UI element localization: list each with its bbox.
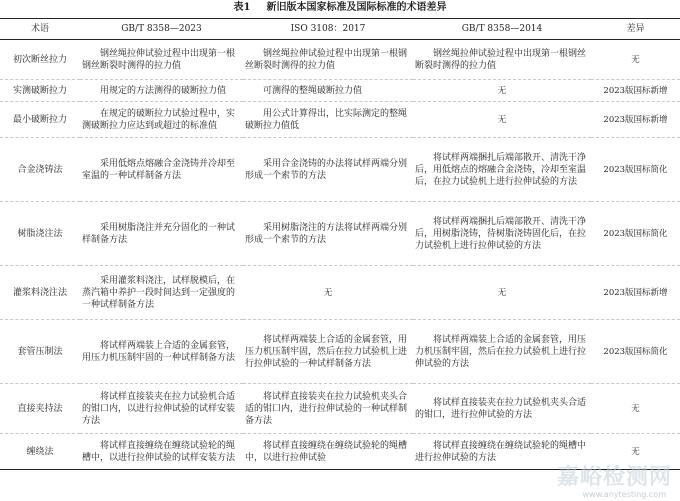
gb2023-cell: 采用低熔点熔融合金浇铸并冷却至室温的一种试样制备方法	[80, 138, 243, 202]
diff-cell: 2023版国标新增	[591, 80, 680, 102]
gb2023-cell: 用规定的方法测得的破断拉力值	[80, 80, 243, 102]
header-gb2023: GB/T 8358—2023	[80, 19, 243, 40]
diff-cell: 无	[591, 40, 680, 80]
header-gb2014: GB/T 8358—2014	[413, 19, 591, 40]
table-row	[0, 320, 680, 384]
diff-cell: 2023版国标新增	[591, 266, 680, 320]
term-cell: 灌浆料浇注法	[0, 266, 80, 320]
term-cell: 树脂浇注法	[0, 202, 80, 266]
gb2014-cell: 将试样两端捆扎后端部散开、清洗干净后，用低熔点的熔融合金浇铸，冷却至室温后，在拉力试验机上进行拉伸试验的方法	[413, 138, 591, 202]
table-row	[0, 40, 680, 80]
term-cell: 缠绕法	[0, 434, 80, 470]
term-cell: 合金浇铸法	[0, 138, 80, 202]
header-term: 术语	[0, 19, 80, 40]
gb2023-cell: 在规定的破断拉力试验过程中，实测破断拉力应达到或超过的标准值	[80, 102, 243, 138]
header-diff: 差异	[591, 19, 680, 40]
diff-cell: 无	[591, 384, 680, 434]
diff-cell: 2023版国标简化	[591, 202, 680, 266]
iso-cell: 将试样两端装上合适的金属套管，用压力机压制牢固，然后在拉力试验机上进行拉伸试验的一种试样制备方法	[243, 320, 413, 384]
table-row	[0, 80, 680, 102]
table-title: 新旧版本国家标准及国际标准的术语差异	[266, 2, 447, 13]
diff-cell: 无	[591, 434, 680, 470]
term-cell: 直接夹持法	[0, 384, 80, 434]
table-row	[0, 202, 680, 266]
term-cell: 初次断丝拉力	[0, 40, 80, 80]
gb2014-cell: 无	[413, 80, 591, 102]
table-row	[0, 266, 680, 320]
iso-cell: 可测得的整绳破断拉力值	[243, 80, 413, 102]
iso-cell: 无	[243, 266, 413, 320]
iso-cell: 钢丝绳拉伸试验过程中出现第一根钢丝断裂时测得的拉力值	[243, 40, 413, 80]
table-number: 表1	[233, 2, 251, 13]
table-caption	[0, 0, 680, 16]
terms-table	[0, 18, 680, 470]
watermark-url: www.anytesting.com	[582, 490, 666, 499]
gb2014-cell: 无	[413, 266, 591, 320]
header-iso: ISO 3108：2017	[243, 19, 413, 40]
table-row	[0, 434, 680, 470]
table-row	[0, 102, 680, 138]
gb2023-cell: 将试样直接缠绕在缠绕试验轮的绳槽中，以进行拉伸试验的试样安装方法	[80, 434, 243, 470]
gb2014-cell: 将试样直接装夹在拉力试验机夹头合适的钳口，进行拉伸试验的方法	[413, 384, 591, 434]
gb2023-cell: 采用灌浆料浇注，试样脱模后，在蒸汽箱中养护一段时间达到一定强度的一种试样制备方法	[80, 266, 243, 320]
iso-cell: 将试样直接装夹在拉力试验机夹头合适的钳口内，进行拉伸试验的一种试样制备方法	[243, 384, 413, 434]
iso-cell: 采用合金浇铸的办法将试样两端分别形成一个索节的方法	[243, 138, 413, 202]
table-row	[0, 384, 680, 434]
gb2014-cell: 将试样直接缠绕在缠绕试验轮的绳槽中进行拉伸试验的方法	[413, 434, 591, 470]
gb2023-cell: 采用树脂浇注并充分固化的一种试样制备方法	[80, 202, 243, 266]
gb2023-cell: 将试样两端装上合适的金属套管，用压力机压制牢固的一种试样制备方法	[80, 320, 243, 384]
watermark-logo: 嘉峪检测网	[556, 465, 672, 490]
gb2023-cell: 钢丝绳拉伸试验过程中出现第一根钢丝断裂时测得的拉力值	[80, 40, 243, 80]
term-cell: 最小破断拉力	[0, 102, 80, 138]
term-cell: 实测破断拉力	[0, 80, 80, 102]
iso-cell: 用公式计算得出，比实际测定的整绳破断拉力值低	[243, 102, 413, 138]
table-row	[0, 138, 680, 202]
diff-cell: 2023版国标简化	[591, 138, 680, 202]
gb2014-cell: 无	[413, 102, 591, 138]
gb2014-cell: 钢丝绳拉伸试验过程中出现第一根钢丝断裂时测得的拉力值	[413, 40, 591, 80]
header-row	[0, 19, 680, 40]
diff-cell: 2023版国标新增	[591, 102, 680, 138]
diff-cell: 2023版国标简化	[591, 320, 680, 384]
iso-cell: 将试样直接缠绕在缠绕试验轮的绳槽中，以进行拉伸试验	[243, 434, 413, 470]
term-cell: 套管压制法	[0, 320, 80, 384]
gb2023-cell: 将试样直接装夹在拉力试验机合适的钳口内，以进行拉伸试验的试样安装方法	[80, 384, 243, 434]
iso-cell: 采用树脂浇注的方法将试样两端分别形成一个索节的方法	[243, 202, 413, 266]
gb2014-cell: 将试样两端装上合适的金属套管，用压力机压制牢固，然后在拉力试验机上进行拉伸试验的方法	[413, 320, 591, 384]
gb2014-cell: 将试样两端捆扎后端部散开、清洗干净后，用树脂浇铸，待树脂浇铸固化后，在拉力试验机上进行拉伸试验的方法	[413, 202, 591, 266]
